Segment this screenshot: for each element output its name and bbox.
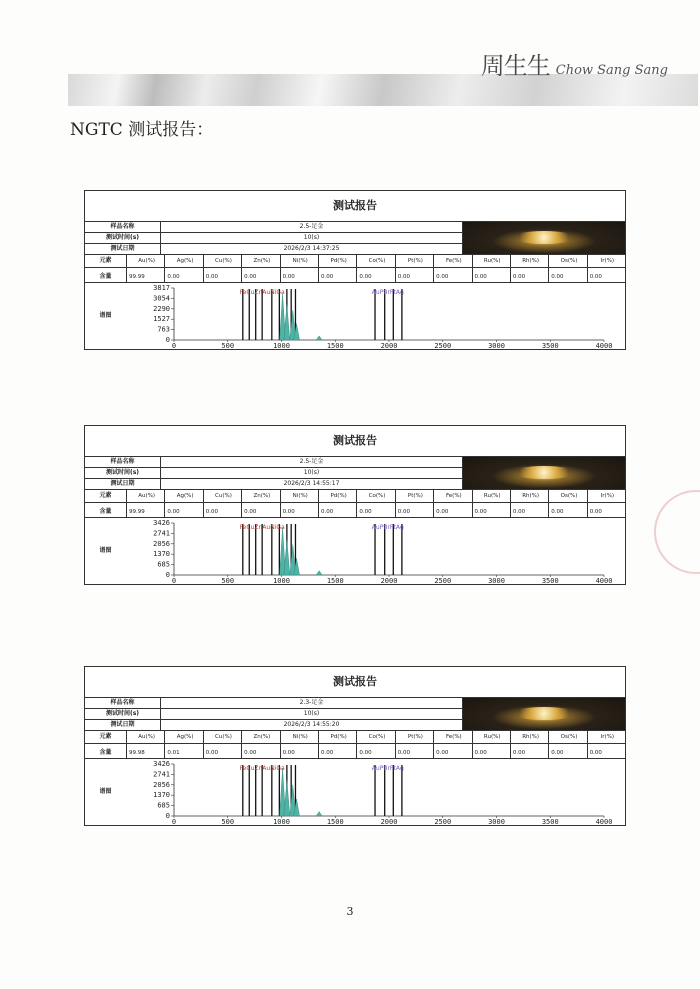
test-time-label: 测试时间(s) xyxy=(85,233,161,243)
x-tick-label: 1500 xyxy=(326,342,344,349)
y-tick-label: 1527 xyxy=(153,315,170,324)
sample-name-label: 样品名称 xyxy=(85,457,161,467)
element-value: 0.00 xyxy=(281,268,319,282)
test-time-value: 10(s) xyxy=(303,710,320,717)
test-time-value: 10(s) xyxy=(303,469,320,476)
x-tick-label: 1500 xyxy=(326,818,344,825)
brand-name-english: Chow Sang Sang xyxy=(555,63,668,78)
element-value: 0.00 xyxy=(473,744,511,758)
report-title: 测试报告 xyxy=(85,667,625,698)
element-value: 0.00 xyxy=(319,268,357,282)
element-header: Fe(%) xyxy=(434,731,472,743)
element-label: 元素 xyxy=(85,731,127,743)
y-tick-label: 0 xyxy=(165,812,170,820)
sample-name-label: 样品名称 xyxy=(85,222,161,232)
element-header: Co(%) xyxy=(357,255,395,267)
element-header: Pt(%) xyxy=(396,731,434,743)
y-tick-label: 763 xyxy=(157,325,170,334)
brand-name-chinese: 周生生 xyxy=(480,52,550,80)
element-header: Rh(%) xyxy=(511,731,549,743)
peak-label-right: AuPtIrPtAg xyxy=(371,524,404,531)
brand-logo xyxy=(481,46,668,81)
test-date-value: 2026/2/3 14:55:17 xyxy=(283,480,340,487)
report-title: 测试报告 xyxy=(85,191,625,222)
sample-name-value: 2.5-足金 xyxy=(299,458,324,465)
y-tick-label: 2056 xyxy=(153,780,170,789)
spectrum-peak xyxy=(284,305,290,340)
element-value: 0.00 xyxy=(281,744,319,758)
element-value: 0.00 xyxy=(165,268,203,282)
sample-photo xyxy=(463,222,625,254)
x-tick-label: 1000 xyxy=(273,342,290,349)
x-tick-label: 500 xyxy=(221,342,235,349)
element-header: Ni(%) xyxy=(281,731,319,743)
element-value: 0.00 xyxy=(319,744,357,758)
element-header: Zn(%) xyxy=(242,490,280,502)
spectrum-chart xyxy=(126,759,624,825)
y-tick-label: 685 xyxy=(157,560,170,569)
x-tick-label: 0 xyxy=(171,342,177,349)
element-header: Ag(%) xyxy=(165,490,203,502)
element-value: 0.00 xyxy=(549,744,587,758)
y-tick-label: 2741 xyxy=(153,529,170,538)
element-header: Ni(%) xyxy=(281,490,319,502)
element-value: 0.00 xyxy=(396,268,434,282)
peak-label-left: FeCuZnAuNiGa xyxy=(239,765,285,772)
sample-name-label: 样品名称 xyxy=(85,698,161,708)
element-value: 0.00 xyxy=(242,503,280,517)
element-header: Pt(%) xyxy=(396,490,434,502)
element-value: 0.00 xyxy=(473,503,511,517)
element-value: 0.00 xyxy=(434,503,472,517)
element-value: 0.00 xyxy=(434,268,472,282)
element-header: Ir(%) xyxy=(600,258,615,264)
element-value: 0.00 xyxy=(242,268,280,282)
test-report-1 xyxy=(84,190,626,350)
element-value: 0.00 xyxy=(396,503,434,517)
element-header: Pt(%) xyxy=(396,255,434,267)
x-tick-label: 1000 xyxy=(273,577,290,584)
element-value: 0.00 xyxy=(589,509,602,515)
element-header: Os(%) xyxy=(549,490,587,502)
peak-label-right: AuPtIrPtAg xyxy=(371,289,404,296)
element-header: Co(%) xyxy=(357,731,395,743)
test-date-label: 测试日期 xyxy=(85,479,161,489)
test-date-label: 测试日期 xyxy=(85,720,161,730)
element-header: Ag(%) xyxy=(165,255,203,267)
sample-name-value: 2.3-足金 xyxy=(299,699,324,706)
element-header: Fe(%) xyxy=(434,255,472,267)
element-value: 0.00 xyxy=(473,268,511,282)
element-value: 0.00 xyxy=(589,750,602,756)
element-value: 0.00 xyxy=(204,503,242,517)
test-time-label: 测试时间(s) xyxy=(85,468,161,478)
element-header: Cu(%) xyxy=(204,731,242,743)
element-header: Ru(%) xyxy=(473,490,511,502)
peak-label-right: AuPtIrPtAg xyxy=(371,765,404,772)
y-tick-label: 2056 xyxy=(153,539,170,548)
test-time-value: 10(s) xyxy=(303,234,320,241)
element-value: 0.00 xyxy=(204,744,242,758)
element-value: 0.00 xyxy=(549,503,587,517)
x-tick-label: 500 xyxy=(221,818,235,825)
element-value: 99.98 xyxy=(127,744,165,758)
element-header: Rh(%) xyxy=(511,255,549,267)
element-value: 99.99 xyxy=(127,268,165,282)
y-tick-label: 3817 xyxy=(153,284,170,292)
y-tick-label: 0 xyxy=(165,336,170,344)
element-value: 0.00 xyxy=(242,744,280,758)
element-value: 0.00 xyxy=(204,268,242,282)
x-tick-label: 1500 xyxy=(326,577,344,584)
element-label: 元素 xyxy=(85,255,127,267)
element-header: Zn(%) xyxy=(242,255,280,267)
element-header: Pd(%) xyxy=(319,731,357,743)
spectrum-label: 谱图 xyxy=(99,312,112,319)
content-label: 含量 xyxy=(85,744,127,758)
element-value: 0.00 xyxy=(281,503,319,517)
x-tick-label: 3500 xyxy=(541,818,559,825)
x-tick-label: 4000 xyxy=(595,577,613,584)
seal-stamp xyxy=(654,490,700,574)
x-tick-label: 2500 xyxy=(434,818,452,825)
x-tick-label: 2500 xyxy=(434,577,452,584)
peak-label-left: FeCuZnAuNiGa xyxy=(239,524,285,531)
element-header: Pd(%) xyxy=(319,490,357,502)
y-tick-label: 3054 xyxy=(153,294,170,303)
element-value: 0.00 xyxy=(549,268,587,282)
x-tick-label: 3500 xyxy=(541,577,559,584)
y-tick-label: 1370 xyxy=(153,791,170,800)
x-tick-label: 0 xyxy=(171,577,177,584)
x-tick-label: 4000 xyxy=(595,342,613,349)
x-tick-label: 500 xyxy=(221,577,235,584)
spectrum-peak xyxy=(284,540,290,575)
test-time-label: 测试时间(s) xyxy=(85,709,161,719)
element-value: 0.00 xyxy=(511,744,549,758)
report-title: 测试报告 xyxy=(85,426,625,457)
element-header: Au(%) xyxy=(127,490,165,502)
element-header: Os(%) xyxy=(549,255,587,267)
element-header: Fe(%) xyxy=(434,490,472,502)
x-tick-label: 3000 xyxy=(488,818,505,825)
content-label: 含量 xyxy=(85,503,127,517)
spectrum-peak xyxy=(316,336,322,340)
peak-label-left: FeCuZnAuNiGa xyxy=(239,289,285,296)
page-title: NGTC 测试报告： xyxy=(70,120,214,140)
x-tick-label: 2000 xyxy=(380,342,398,349)
y-tick-label: 3426 xyxy=(153,519,170,527)
element-value: 0.00 xyxy=(511,268,549,282)
element-value: 99.99 xyxy=(127,503,165,517)
x-tick-label: 3500 xyxy=(541,342,559,349)
test-date-value: 2026/2/3 14:55:20 xyxy=(283,721,340,728)
element-header: Rh(%) xyxy=(511,490,549,502)
element-label: 元素 xyxy=(85,490,127,502)
y-tick-label: 1370 xyxy=(153,550,170,559)
element-header: Zn(%) xyxy=(242,731,280,743)
test-report-3 xyxy=(84,666,626,826)
page-number: 3 xyxy=(346,905,354,918)
element-value: 0.00 xyxy=(319,503,357,517)
x-tick-label: 4000 xyxy=(595,818,613,825)
x-tick-label: 3000 xyxy=(488,342,505,349)
test-date-label: 测试日期 xyxy=(85,244,161,254)
element-header: Ag(%) xyxy=(165,731,203,743)
test-report-2 xyxy=(84,425,626,585)
element-value: 0.00 xyxy=(434,744,472,758)
spectrum-label: 谱图 xyxy=(99,788,112,795)
element-header: Au(%) xyxy=(127,255,165,267)
x-tick-label: 0 xyxy=(171,818,177,825)
x-tick-label: 2000 xyxy=(380,818,398,825)
x-tick-label: 2000 xyxy=(380,577,398,584)
element-value: 0.00 xyxy=(357,744,395,758)
element-value: 0.00 xyxy=(589,274,602,280)
element-value: 0.00 xyxy=(357,268,395,282)
element-header: Au(%) xyxy=(127,731,165,743)
element-header: Os(%) xyxy=(549,731,587,743)
element-header: Ni(%) xyxy=(281,255,319,267)
content-label: 含量 xyxy=(85,268,127,282)
element-header: Pd(%) xyxy=(319,255,357,267)
x-tick-label: 1000 xyxy=(273,818,290,825)
spectrum-peak xyxy=(284,780,290,816)
spectrum-label: 谱图 xyxy=(99,547,112,554)
spectrum-peak xyxy=(316,571,322,575)
x-tick-label: 3000 xyxy=(488,577,505,584)
x-tick-label: 2500 xyxy=(434,342,452,349)
sample-photo xyxy=(463,698,625,730)
y-tick-label: 0 xyxy=(165,571,170,579)
element-header: Ir(%) xyxy=(600,734,615,740)
element-value: 0.01 xyxy=(165,744,203,758)
sample-name-value: 2.5-足金 xyxy=(299,223,324,230)
element-value: 0.00 xyxy=(357,503,395,517)
spectrum-peak xyxy=(316,812,322,816)
element-header: Cu(%) xyxy=(204,255,242,267)
element-header: Co(%) xyxy=(357,490,395,502)
spectrum-chart xyxy=(126,283,624,349)
y-tick-label: 3426 xyxy=(153,760,170,768)
element-header: Cu(%) xyxy=(204,490,242,502)
y-tick-label: 2290 xyxy=(153,304,170,313)
y-tick-label: 685 xyxy=(157,801,170,810)
sample-photo xyxy=(463,457,625,489)
element-value: 0.00 xyxy=(165,503,203,517)
element-header: Ru(%) xyxy=(473,731,511,743)
element-value: 0.00 xyxy=(511,503,549,517)
y-tick-label: 2741 xyxy=(153,770,170,779)
spectrum-chart xyxy=(126,518,624,584)
element-header: Ir(%) xyxy=(600,493,615,499)
test-date-value: 2026/2/3 14:37:25 xyxy=(283,245,340,252)
element-header: Ru(%) xyxy=(473,255,511,267)
element-value: 0.00 xyxy=(396,744,434,758)
